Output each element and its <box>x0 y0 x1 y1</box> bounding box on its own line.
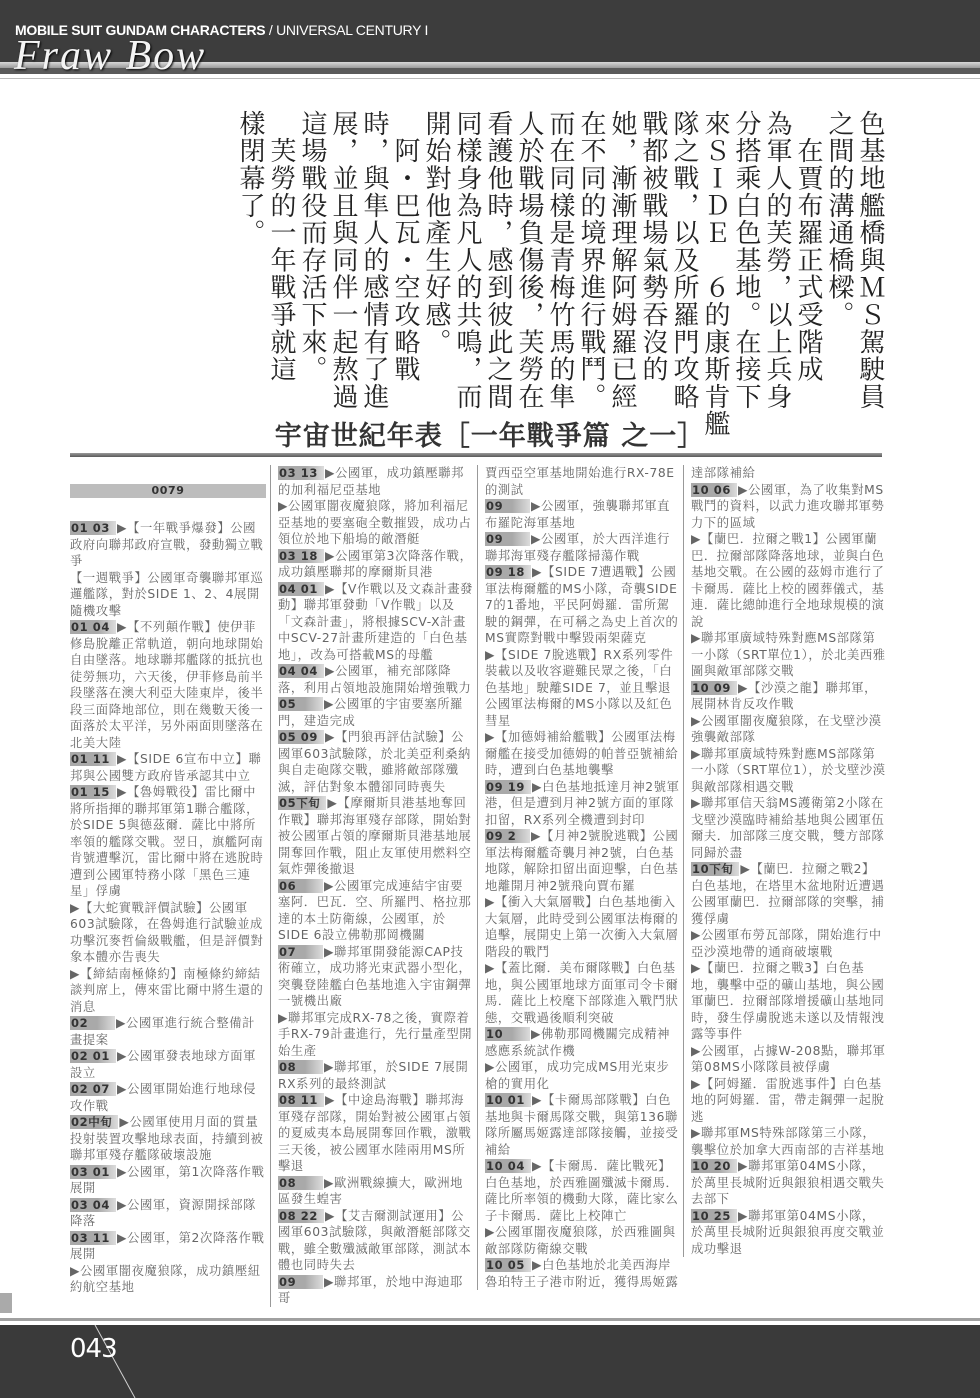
timeline-entry <box>70 1114 266 1164</box>
entry-date: 01 11 <box>70 752 116 766</box>
timeline-entry <box>691 465 887 482</box>
entry-date: 05下旬 <box>278 796 326 810</box>
entry-text: ▶歐洲戰線擴大，歐洲地區發生蝗害 <box>278 1175 464 1206</box>
entry-text: ▶聯邦軍，於地中海迪耶哥 <box>278 1274 464 1305</box>
entry-text: 達部隊補給 <box>691 466 756 480</box>
essay-column: 之間的溝通橋樑。 <box>824 110 854 329</box>
entry-date: 10 09 <box>691 681 737 695</box>
essay-column: 阿・巴瓦・空攻略戰 <box>390 110 420 383</box>
entry-date: 08 11 <box>278 1093 324 1107</box>
essay-column: 人於戰場負傷後，芙勞在 <box>514 110 544 411</box>
essay-column: 展，並且與同伴一起熬過 <box>328 110 358 411</box>
entry-text: ▶【沙漠之龍】聯邦軍，展開林肯反攻作戰 <box>691 680 878 711</box>
footer-rule <box>0 1318 980 1321</box>
entry-date: 10 04 <box>485 1159 531 1173</box>
timeline-entry <box>278 465 474 498</box>
entry-date: 10 05 <box>485 1258 531 1272</box>
essay-column: 在不同的境界進行戰鬥。 <box>576 110 606 411</box>
entry-text: ▶【加德姆補給艦戰】公國軍法梅爾艦在接受加德姆的帕普亞號補給時，遭到白色基地襲擊 <box>485 730 679 777</box>
essay-column: 樣閉幕了。 <box>235 110 265 247</box>
essay-column: 在賈布羅正式受階成 <box>793 110 823 383</box>
entry-date: 03 11 <box>70 1231 116 1245</box>
entry-text: ▶【衝入大氣層戰】白色基地衝入大氣層，此時受到公國軍法梅爾的追擊，展開史上第一次衝入大氣層階段的戰鬥 <box>485 895 679 959</box>
timeline-entry <box>691 795 887 861</box>
timeline-entry <box>278 498 474 548</box>
timeline-entry <box>691 927 887 960</box>
entry-text: ▶公國軍闇夜魔狼隊，於西雅圖與敵部隊防衛線交戰 <box>485 1225 676 1256</box>
entry-date: 03 04 <box>70 1198 116 1212</box>
entry-text: ▶【卡爾馬．薩比戰死】白色基地，於西雅圖殲滅卡爾馬．薩比所率領的機動大隊，薩比家么子卡爾馬．薩比上校陣亡 <box>485 1159 679 1223</box>
entry-date: 09 <box>278 1275 323 1289</box>
entry-text: ▶白色基地於北美西海岸魯珀特王子港市附近，獲得馬姬露 <box>485 1258 679 1289</box>
timeline-entry <box>70 1263 266 1296</box>
entry-text: ▶公國軍，於大西洋進行聯邦海軍殘存艦隊掃蕩作戰 <box>485 532 671 563</box>
timeline-title: 宇宙世紀年表［一年戰爭篇 之一］ <box>274 421 706 452</box>
timeline-entry <box>485 1224 681 1257</box>
timeline-entry <box>485 894 681 960</box>
timeline-entry <box>278 1059 474 1092</box>
timeline-entry <box>70 619 266 751</box>
entry-text: ▶聯邦軍廣域特殊對應MS部隊第一小隊（SRT單位1），於戈壁沙漠與敵部隊相遇交戰 <box>691 746 886 794</box>
entry-text: ▶【大蛇實戰評價試驗】公國軍603試驗隊，在魯姆進行試驗並成功擊沉麥哲倫級戰艦，但是評價對象本體亦告喪失 <box>70 900 264 964</box>
timeline-entry <box>70 784 266 900</box>
timeline-entry <box>485 1257 681 1290</box>
series-title-bold: MOBILE SUIT GUNDAM CHARACTERS <box>15 22 266 38</box>
timeline-column <box>270 465 474 1307</box>
entry-date: 10下旬 <box>691 862 739 876</box>
timeline-column <box>477 465 681 1290</box>
timeline-entry <box>278 1010 474 1060</box>
entry-text: ▶公國軍，成功完成MS用光束步槍的實用化 <box>485 1060 670 1091</box>
essay-column: 開始對他產生好感。 <box>421 110 451 356</box>
edge-tab <box>0 1293 12 1313</box>
entry-text: ▶【魯姆戰役】雷比爾中將所指揮的聯邦軍第1聯合艦隊，於SIDE 5與德茲爾．薩比中將所率領的艦隊交戰。翌日，旗艦阿南肯號遭擊沉，雷比爾中將在逃脫時遭到公國軍特務小隊「黑色三連星」俘虜 <box>70 785 264 898</box>
entry-text: ▶【艾吉爾測試運用】公國軍603試驗隊，與敵潛艇部隊交戰，雖全數殲滅敵軍部隊，測試本體也同時失去 <box>278 1208 472 1272</box>
timeline-entry <box>691 960 887 1043</box>
timeline-entry <box>278 696 474 729</box>
timeline-entry <box>691 1208 887 1258</box>
entry-text: ▶公國軍布勞瓦部隊，開始進行中亞沙漠地帶的通商破壞戰 <box>691 928 882 959</box>
essay-column: 同樣身為凡人的共鳴，而 <box>452 110 482 411</box>
timeline-entry <box>485 498 681 531</box>
timeline-entry <box>278 1274 474 1307</box>
timeline-entry <box>485 1026 681 1059</box>
entry-date: 10 <box>485 1027 530 1041</box>
entry-text: ▶【卡爾馬部隊戰】白色基地與卡爾馬隊交戰，與第136聯隊所屬馬姬露達部隊接觸，並接受補給 <box>485 1093 679 1157</box>
timeline-entry <box>278 729 474 795</box>
entry-text: 【一週戰爭】公國軍奇襲聯邦軍巡邏艦隊，對於SIDE 1、2、4展開隨機攻擊 <box>70 570 264 618</box>
entry-text: ▶聯邦軍MS特殊部隊第三小隊，襲擊位於加拿大西南部的吉祥基地 <box>691 1126 885 1157</box>
entry-text: ▶【蓋比爾．美布爾隊戰】白色基地，與公國軍地球方面軍司令卡爾馬．薩比上校麾下部隊進入戰鬥狀態，交戰過後順利突破 <box>485 961 679 1025</box>
timeline-entry <box>485 1092 681 1158</box>
entry-text: ▶【摩爾斯貝港基地奪回作戰】聯邦海軍殘存部隊，開始對被公國軍占領的摩爾斯貝港基地展開奪回作戰，阻止友軍使用燃料空氣炸彈後撤退 <box>278 796 472 876</box>
timeline-entry <box>278 548 474 581</box>
essay-column: 色基地艦橋與ＭＳ駕駛員 <box>855 110 885 411</box>
entry-text: ▶公國軍，第2次降落作戰展開 <box>70 1230 265 1261</box>
entry-date: 02 <box>70 1016 115 1030</box>
entry-date: 02中旬 <box>70 1115 118 1129</box>
entry-text: ▶聯邦軍廣域特殊對應MS部隊第一小隊（SRT單位1），於北美西雅圖與敵軍部隊交戰 <box>691 631 886 678</box>
entry-text: ▶公國軍進行統合整備計畫提案 <box>70 1016 256 1047</box>
entry-date: 09 <box>485 499 530 513</box>
timeline-entry <box>691 746 887 796</box>
entry-date: 04 04 <box>278 664 324 678</box>
entry-text: ▶公國軍第3次降落作戰，成功鎮壓聯邦的摩爾斯貝港 <box>278 548 473 579</box>
entry-text: ▶【締結南極條約】南極條約締結談判席上，傳來雷比爾中將生還的消息 <box>70 966 264 1014</box>
entry-date: 10 25 <box>691 1209 737 1223</box>
entry-text: ▶【門狼再評估試驗】公國軍603試驗隊，於北美亞利桑納與自走砲隊交戰，雖將敵部隊殲滅，評估對象本體卻同時喪失 <box>278 730 471 794</box>
timeline-entry <box>691 482 887 532</box>
entry-text: ▶公國軍闇夜魔狼隊，將加利福尼亞基地的要塞砲全數摧毀，成功占領位於地下船塢的敵潛艇 <box>278 499 472 546</box>
entry-text: ▶公國軍，成功鎮壓聯邦的加利福尼亞基地 <box>278 466 465 497</box>
entry-date: 09 2 <box>485 829 530 843</box>
essay-column: 為軍人的芙勞，以上兵身 <box>762 110 792 411</box>
timeline-entry <box>278 795 474 878</box>
timeline-entry <box>485 465 681 498</box>
entry-text: ▶公國軍，補充部隊降落，利用占領地設施開始增強戰力 <box>278 664 472 695</box>
footer-band <box>0 1325 980 1398</box>
essay-column: 這場戰役而存活下來。 <box>297 110 327 383</box>
entry-text: 賈西亞空軍基地開始進行RX-78E的測試 <box>485 466 675 497</box>
entry-date: 03 13 <box>278 466 324 480</box>
timeline-entry <box>278 1175 474 1208</box>
entry-date: 07 <box>278 945 323 959</box>
footer-diagonal-line <box>0 1325 980 1398</box>
entry-text: ▶公國軍使用月面的質量投射裝置攻擊地球表面，持續到被聯邦軍殘存艦隊破壞設施 <box>70 1115 264 1162</box>
entry-date: 08 22 <box>278 1209 324 1223</box>
entry-text: ▶【阿姆羅．雷脫逃事件】白色基地的阿姆羅．雷，帶走鋼彈一起脫逃 <box>691 1076 885 1124</box>
entry-date: 09 18 <box>485 565 531 579</box>
essay-column: 戰都被戰場氣勢吞沒的 <box>638 110 668 383</box>
entry-text: ▶聯邦軍開發能源CAP技術確立，成功將光束武器小型化，突襲登陸艦白色基地進入宇宙鋼彈一號機出廠 <box>278 944 472 1008</box>
entry-text: ▶公國軍，資源開採部隊降落 <box>70 1197 257 1228</box>
entry-text: ▶【SIDE 7脫逃戰】RX系列零件裝載以及收容避難民眾之後，「白色基地」駛離SIDE 7，並且擊退公國軍法梅爾的MS小隊以及紅色彗星 <box>485 647 674 728</box>
entry-text: ▶公國軍開始進行地球侵攻作戰 <box>70 1082 257 1113</box>
timeline-entry <box>691 713 887 746</box>
entry-text: ▶聯邦軍，於SIDE 7展開RX系列的最終測試 <box>278 1060 469 1091</box>
entry-text: ▶【蘭巴．拉爾之戰2】白色基地，在塔里木盆地附近遭遇公國軍蘭巴．拉爾部隊的突擊，捕獲俘虜 <box>691 862 885 926</box>
timeline-entry <box>485 1158 681 1224</box>
entry-text: ▶【月神2號脫逃戰】公國軍法梅爾艦奇襲月神2號，白色基地隊，解除扣留出面迎擊，白色基地離開月神2號飛向賈布羅 <box>485 829 679 893</box>
timeline-entry <box>278 663 474 696</box>
timeline-entry <box>70 1015 266 1048</box>
entry-date: 05 09 <box>278 730 324 744</box>
entry-text: ▶【不列顛作戰】使伊菲修島脫離正常軌道，朝向地球開始自由墜落。地球聯邦艦隊的抵抗也徒勞無功，六天後，伊菲修島前半段墜落在澳大利亞大陸東岸，後半段三面降地部位，則在幾數天後一面落於太平洋，另外兩面則墜落在北美大陸 <box>70 620 264 750</box>
timeline-column <box>70 465 266 1296</box>
essay-column: 芙勞的一年戰爭就這 <box>266 110 296 383</box>
timeline-entry <box>70 751 266 784</box>
entry-date: 10 20 <box>691 1159 737 1173</box>
entry-date: 09 19 <box>485 780 531 794</box>
timeline-entry <box>485 729 681 779</box>
timeline-entry <box>70 1197 266 1230</box>
entry-text: ▶【SIDE 6宣布中立】聯邦與公國雙方政府皆承認其中立 <box>70 752 262 783</box>
timeline-column <box>683 465 887 1257</box>
entry-text: ▶聯邦軍第04MS小隊，於萬里長城附近與銀狼相遇交戰失去部下 <box>691 1159 885 1206</box>
timeline-entry <box>485 531 681 564</box>
timeline-entry <box>691 680 887 713</box>
entry-date: 03 01 <box>70 1165 116 1179</box>
timeline-entry <box>485 960 681 1026</box>
timeline-entry <box>691 630 887 680</box>
entry-text: ▶白色基地抵達月神2號軍港，但是遭到月神2號方面的軍隊扣留，RX系列全機遭到封印 <box>485 779 680 827</box>
entry-text: ▶【蘭巴．拉爾之戰1】公國軍蘭巴．拉爾部隊降落地球，並與白色基地交戰。在公國的茲姆市進行了卡爾馬．薩比上校的國葬儀式，基連．薩比總帥進行全地球規模的演說 <box>691 532 885 629</box>
entry-date: 05 <box>278 697 323 711</box>
character-name: Fraw Bow <box>14 33 207 79</box>
entry-text: ▶公國軍，第1次降落作戰展開 <box>70 1164 265 1195</box>
timeline-entry <box>278 1092 474 1175</box>
timeline-entry <box>278 1208 474 1274</box>
entry-date: 01 03 <box>70 521 116 535</box>
entry-date: 10 01 <box>485 1093 531 1107</box>
entry-text: ▶【一年戰爭爆發】公國政府向聯邦政府宣戰，發動獨立戰爭 <box>70 521 264 568</box>
timeline-entry <box>691 1043 887 1076</box>
entry-text: ▶公國軍闇夜魔狼隊，成功鎮壓紐約航空基地 <box>70 1263 261 1294</box>
timeline-entry <box>485 828 681 894</box>
entry-date: 03 18 <box>278 549 324 563</box>
timeline-entry <box>485 647 681 730</box>
entry-text: ▶公國軍發表地球方面軍設立 <box>70 1049 257 1080</box>
series-title-sub: / UNIVERSAL CENTURY I <box>265 22 429 38</box>
timeline-title-rule <box>70 453 882 457</box>
essay-column: 來ＳＩＤＥ ６的康斯肯艦 <box>700 110 730 438</box>
entry-text: ▶【蘭巴．拉爾之戰3】白色基地，襲擊中亞的礦山基地，與公國軍蘭巴．拉爾部隊增援礦山基地同時，發生俘虜脫逃未遂以及情報洩露等事件 <box>691 961 885 1041</box>
entry-text: ▶【SIDE 7遭遇戰】公國軍法梅爾艦的MS小隊，奇襲SIDE 7的1番地，平民阿姆羅．雷所駕駛的鋼彈，在可稱之為史上首次的MS實際對戰中擊毀兩架薩克 <box>485 565 679 645</box>
entry-date: 01 15 <box>70 785 116 799</box>
essay-column: 隊之戰，以及所羅門攻略 <box>669 110 699 411</box>
timeline-entry <box>70 1048 266 1081</box>
entry-text: ▶聯邦軍信天翁MS護衛第2小隊在戈壁沙漠臨時補給基地與公國軍伍爾夫．加部隊三度交戰，雙方部隊同歸於盡 <box>691 796 885 860</box>
timeline-entry <box>691 861 887 927</box>
entry-text: ▶公國軍闇夜魔狼隊，在戈壁沙漠強襲敵部隊 <box>691 713 882 744</box>
entry-text: ▶聯邦軍完成RX-78之後，實際着手RX-79計畫進行，先行量產型開始生產 <box>278 1010 473 1058</box>
entry-date: 01 04 <box>70 620 116 634</box>
timeline-entry <box>278 878 474 944</box>
entry-text: ▶公國軍完成連結宇宙要塞阿．巴瓦．空、所羅門、格拉那達的本土防衛線，公國軍，於SIDE 6設立佛勒那岡機關 <box>278 878 472 942</box>
timeline-entry <box>70 1230 266 1263</box>
entry-text: ▶聯邦軍第04MS小隊，於萬里長城附近與銀狼再度交戰並成功擊退 <box>691 1208 885 1256</box>
entry-text: ▶公國軍，占據W-208點，聯邦軍第08MS小隊隊員被俘虜 <box>691 1043 886 1074</box>
essay-column: 看護他時，感到彼此之間 <box>483 110 513 411</box>
entry-date: 08 <box>278 1060 323 1074</box>
entry-text: ▶佛勒那岡機關完成精神感應系統試作機 <box>485 1027 671 1058</box>
timeline-entry <box>278 944 474 1010</box>
entry-text: ▶【V作戰以及文森計畫發動】聯邦軍發動「V作戰」以及「文森計畫」，將根據SCV-X計畫中SCV-27計畫所建造的「白色基地」，改為可搭載MS的母艦 <box>278 581 474 662</box>
page-number: 043 <box>70 1334 117 1364</box>
entry-date: 10 06 <box>691 483 737 497</box>
essay-column: 分搭乘白色基地。在接下 <box>731 110 761 411</box>
timeline-entry <box>70 900 266 966</box>
timeline-entry <box>485 564 681 647</box>
entry-date: 08 <box>278 1176 323 1190</box>
entry-date: 02 01 <box>70 1049 116 1063</box>
entry-text: ▶【中途島海戰】聯邦海軍殘存部隊，開始對被公國軍占領的夏威夷本島展開奪回作戰，激戰三天後，被公國軍水陸兩用MS所擊退 <box>278 1093 472 1173</box>
timeline-entry <box>485 1059 681 1092</box>
entry-date: 06 <box>278 879 323 893</box>
entry-date: 04 01 <box>278 582 324 596</box>
entry-text: ▶公國軍的宇宙要塞所羅門，建造完成 <box>278 697 464 728</box>
essay-column: 而在同樣是青梅竹馬的隼 <box>545 110 575 411</box>
timeline-entry <box>278 581 474 664</box>
timeline-entry <box>70 570 266 620</box>
timeline-entry <box>691 531 887 630</box>
year-bar: 0079 <box>70 484 266 498</box>
entry-date: 02 07 <box>70 1082 116 1096</box>
timeline-entry <box>70 520 266 570</box>
entry-text: ▶公國軍，強襲聯邦軍直布羅陀海軍基地 <box>485 499 671 530</box>
timeline-entry <box>70 966 266 1016</box>
essay-column: 她，漸漸理解阿姆羅已經 <box>607 110 637 411</box>
essay-column: 時，與隼人的感情有了進 <box>359 110 389 411</box>
timeline-entry <box>691 1158 887 1208</box>
timeline-entry <box>691 1076 887 1126</box>
timeline-entry <box>70 1164 266 1197</box>
timeline-entry <box>691 1125 887 1158</box>
entry-date: 09 <box>485 532 530 546</box>
timeline-entry <box>485 779 681 829</box>
entry-text: ▶公國軍，為了收集對MS戰鬥的資料，以武力進攻聯邦軍勢力下的區域 <box>691 482 885 530</box>
timeline-entry <box>70 1081 266 1114</box>
